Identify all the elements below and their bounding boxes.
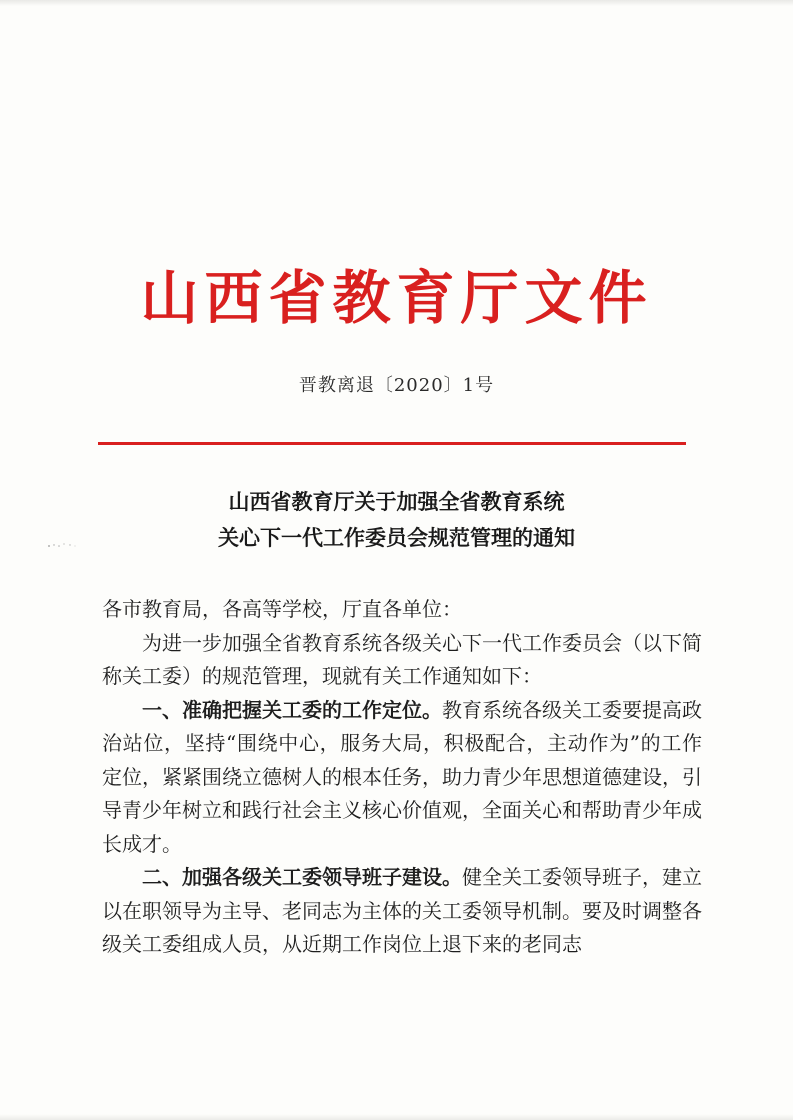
document-body (102, 593, 702, 962)
section-1-heading: 一、准确把握关工委的工作定位。 (142, 697, 442, 722)
notice-title (0, 484, 793, 556)
notice-title-line-2: 关心下一代工作委员会规范管理的通知 (218, 525, 575, 550)
document-number: 晋教离退〔2020〕1号 (298, 375, 495, 396)
scan-top-edge (0, 0, 793, 6)
scan-bottom-edge (0, 1114, 793, 1120)
section-1-text: 教育系统各级关工委要提高政治站位，坚持“围绕中心，服务大局，积极配合，主动作为”的工作定位，紧紧围绕立德树人的根本任务，助力青少年思想道德建设，引导青少年树立和践行社会主义核心价值观，全面关心和帮助青少年成长成才。 (102, 697, 702, 856)
red-divider-line (98, 442, 686, 445)
intro-paragraph: 为进一步加强全省教育系统各级关心下一代工作委员会（以下简称关工委）的规范管理，现就有关工作通知如下： (102, 630, 702, 688)
section-2-paragraph (102, 861, 702, 962)
document-header-title: 山西省教育厅文件 (140, 264, 653, 332)
section-2-heading: 二、加强各级关工委领导班子建设。 (142, 865, 462, 889)
section-1-paragraph (102, 694, 702, 862)
section-2-text: 健全关工委领导班子，建立以在职领导为主导、老同志为主体的关工委领导机制。要及时调整各级关工委组成人员，从近期工作岗位上退下来的老同志 (102, 865, 702, 956)
notice-title-line-1: 山西省教育厅关于加强全省教育系统 (228, 489, 565, 514)
salutation: 各市教育局，各高等学校，厅直各单位： (102, 597, 462, 621)
scan-specks (46, 540, 82, 550)
